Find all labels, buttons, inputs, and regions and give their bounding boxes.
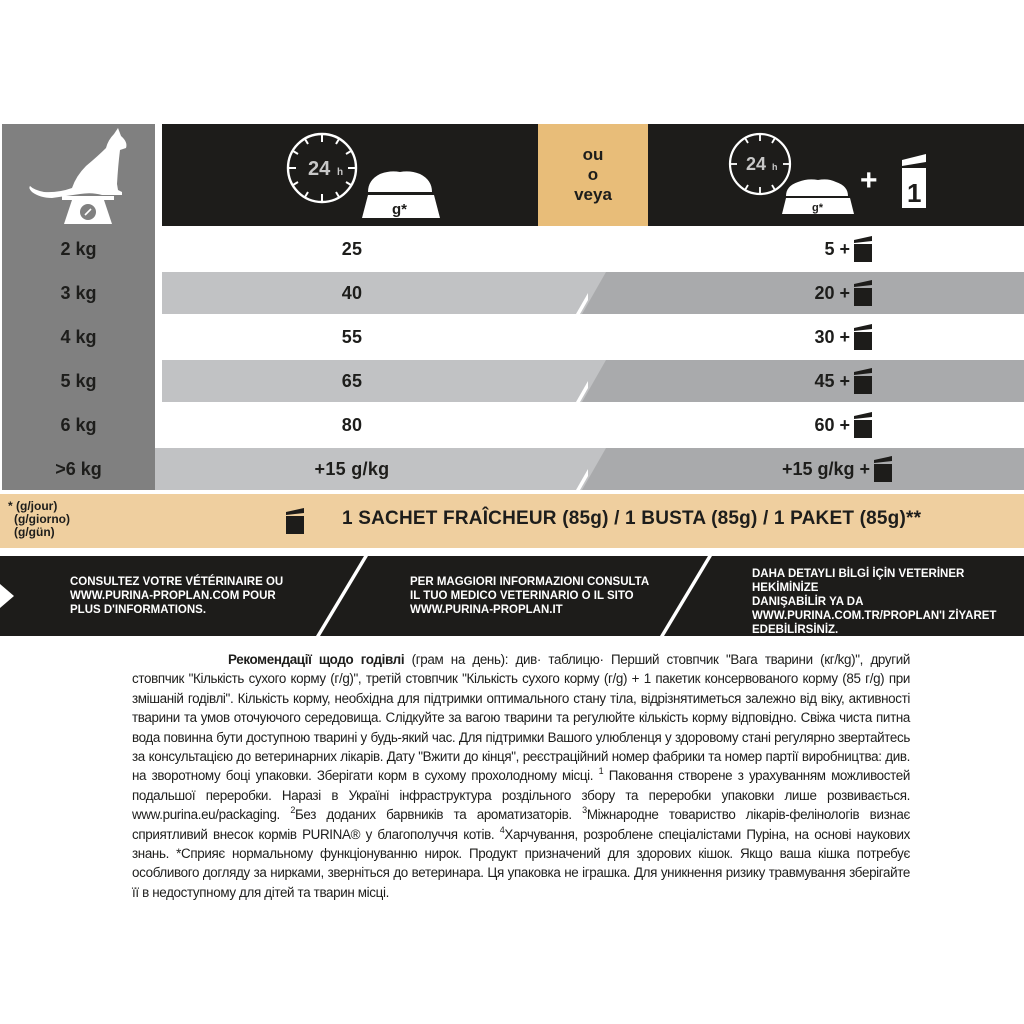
pouch-icon [854, 236, 872, 262]
table-row [162, 228, 1024, 270]
svg-text:+: + [860, 164, 878, 197]
pouch-icon [854, 412, 872, 438]
weight-3kg: 3 kg [60, 282, 97, 303]
or-label-box [538, 124, 648, 226]
units-footnote: * (g/jour) (g/giorno) (g/gün) [8, 499, 70, 539]
arrow-right-icon [0, 584, 14, 608]
weight-over-6kg: >6 kg [55, 458, 102, 479]
clock-bowl-plus-pouch-icon [724, 130, 934, 222]
mixed-amount-value: 30 + [814, 326, 850, 347]
dry-amount: 65 [341, 370, 363, 391]
dry-amount: 25 [341, 238, 363, 259]
svg-text:g*: g* [812, 202, 823, 214]
table-row [162, 316, 1024, 358]
vet-advice-it: PER MAGGIORI INFORMAZIONI CONSULTA IL TUO MEDICO VETERINARIO O IL SITO WWW.PURINA-PROPLAN.IT [410, 576, 650, 616]
mixed-amount [782, 448, 892, 490]
pouch-icon [874, 456, 892, 482]
svg-text:24: 24 [308, 158, 331, 180]
mixed-amount-value: 45 + [814, 370, 850, 391]
dry-amount: 55 [341, 326, 363, 347]
weight-6kg: 6 kg [60, 414, 97, 435]
mixed-amount-value: 5 + [824, 238, 850, 259]
mixed-amount-value: 60 + [814, 414, 850, 435]
mixed-amount-value: +15 g/kg + [781, 458, 870, 479]
or-label-tr: veya [574, 185, 612, 204]
mixed-amount [814, 272, 872, 314]
legal-title: Рекомендації щодо годівлі [228, 652, 405, 667]
clock-and-food-bowl-icon [284, 130, 444, 222]
table-row [162, 272, 1024, 314]
table-row [162, 404, 1024, 446]
mixed-amount-value: 20 + [814, 282, 850, 303]
weight-4kg: 4 kg [60, 326, 97, 347]
svg-text:1: 1 [907, 178, 922, 208]
mixed-amount [824, 228, 872, 270]
sachet-size-note: 1 SACHET FRAÎCHEUR (85g) / 1 BUSTA (85g) / 1 PAKET (85g)** [342, 508, 922, 529]
weight-5kg: 5 kg [60, 370, 97, 391]
table-row [155, 448, 1024, 490]
mixed-amount [814, 404, 872, 446]
pouch-icon [286, 508, 304, 539]
or-label-it: o [587, 165, 599, 184]
table-row [162, 360, 1024, 402]
pouch-icon [854, 280, 872, 306]
svg-text:h: h [337, 167, 344, 178]
pouch-icon [854, 368, 872, 394]
dry-amount: +15 g/kg [314, 458, 390, 479]
feeding-recommendations-text: Рекомендації щодо годівлі (грам на день): див· таблицю· Перший стовпчик "Вага тварини (кг/kg)", другий стовпчик "Кількість сухого корму (г/g)", третій стовпчик "Кількість сухого корму (г/g) + 1 пакетик консервованого корму (85 г/g) при змішаній годівлі". Кількість корму, необхідна для підтримки оптимального стану тіла, відрізнятиметься залежно від віку, активності тварини та умов оточуючого середовища. Слідкуйте за вагою тварини та регулюйте кількість корму відповідно. Свіжа чиста питна вода повинна бути доступною тварині у будь-який час. Для підтримки Вашого улюбленця у здоровому стані регулярно звертайтесь за консультацією до ветеринарних лікарів. Дату "Вжити до кінця", реєстраційний номер фабрики та номер партії виробництва: див. на зворотному боці упаковки. Зберігати корм в сухому прохолодному місці. $^1$ Паковання створене з урахуванням можливостей подальшої переробки. Наразі в Україні інфраструктура роздільного збору та переробки упаковки лише розвивається. www.purina.eu/packaging. $^2$Без доданих барвників та ароматизаторів. $^3$Міжнародне товариство лікарів-фелінологів визнає сприятливий внесок кормів PURINA® у благополуччя котів. $^4$Харчування, розроблене спеціалістами Пуріна, на основі наукових знань. *Сприяє нормальному функціонуванню нирок. Продукт призначений для здорових кішок. Якщо ваша кішка потребує особливого догляду за нирками, зверніться до ветеринара. Ця упаковка не іграшка. Для уникнення ризику травмування зберігайте її в недоступному для дітей та тварин місці. [132, 652, 910, 900]
weight-2kg: 2 kg [60, 238, 97, 259]
svg-text:g*: g* [392, 201, 407, 218]
dry-amount: 40 [341, 282, 363, 303]
dry-amount: 80 [341, 414, 363, 435]
svg-text:h: h [772, 162, 778, 172]
vet-advice-tr: DAHA DETAYLI BİLGİ İÇİN VETERİNER HEKİMİNİZE DANIŞABİLİR YA DA WWW.PURINA.COM.TR/PROPLAN'I ZİYARET EDEBİLİRSİNİZ. [752, 568, 997, 636]
cat-on-scale-icon [22, 126, 132, 224]
pouch-icon [854, 324, 872, 350]
mixed-amount [814, 360, 872, 402]
mixed-amount [814, 316, 872, 358]
or-label-fr: ou [582, 145, 604, 164]
vet-advice-fr: CONSULTEZ VOTRE VÉTÉRINAIRE OU WWW.PURINA-PROPLAN.COM POUR PLUS D'INFORMATIONS. [70, 576, 284, 616]
svg-text:24: 24 [746, 154, 767, 174]
